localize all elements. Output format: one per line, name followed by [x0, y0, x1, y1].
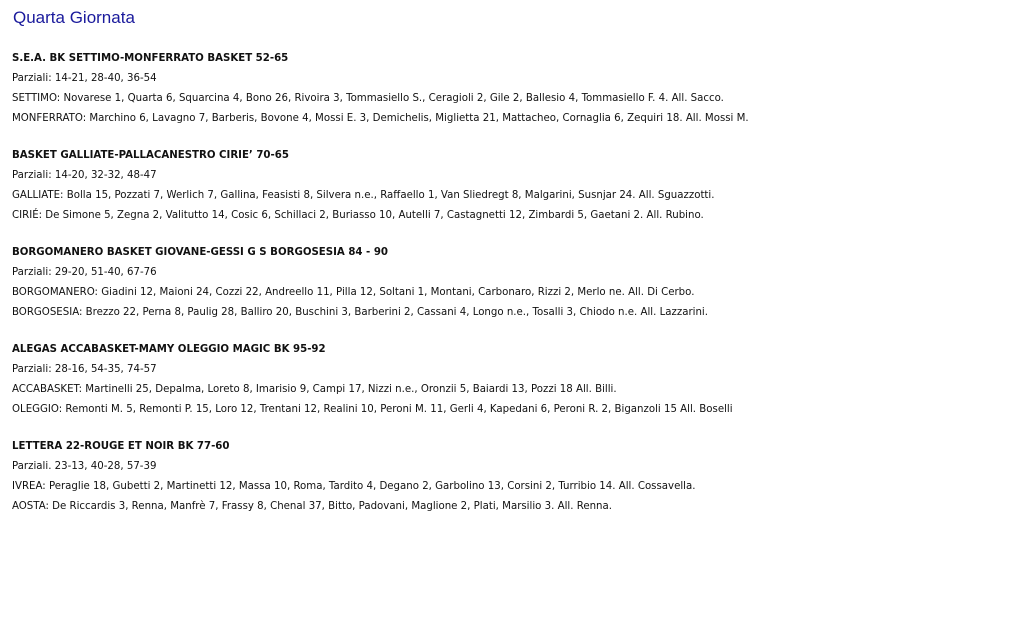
- game-partials: Parziali: 28-16, 54-35, 74-57: [12, 364, 157, 375]
- game-partials: Parziali: 29-20, 51-40, 67-76: [12, 267, 157, 278]
- game-heading: BORGOMANERO BASKET GIOVANE-GESSI G S BORGOSESIA 84 - 90: [12, 247, 389, 258]
- away-team-scorers: CIRIÉ: De Simone 5, Zegna 2, Valitutto 14, Cosic 6, Schillaci 2, Buriasso 10, Autelli 7, Castagnetti 12, Zimbardi 5, Gaetani 2. All. Rubino.: [12, 210, 704, 221]
- game-report: [12, 49, 1002, 129]
- game-report: [12, 340, 1002, 420]
- game-heading: S.E.A. BK SETTIMO-MONFERRATO BASKET 52-65: [12, 53, 289, 64]
- game-partials: Parziali: 14-21, 28-40, 36-54: [12, 73, 157, 84]
- game-report: [12, 243, 1002, 323]
- home-team-scorers: GALLIATE: Bolla 15, Pozzati 7, Werlich 7, Gallina, Feasisti 8, Silvera n.e., Raffaello 1, Van Sliedregt 8, Malgarini, Susnjar 24. All. Sguazzotti.: [12, 190, 715, 201]
- game-partials: Parziali: 14-20, 32-32, 48-47: [12, 170, 157, 181]
- away-team-scorers: AOSTA: De Riccardis 3, Renna, Manfrè 7, Frassy 8, Chenal 37, Bitto, Padovani, Maglione 2, Plati, Marsilio 3. All. Renna.: [12, 501, 612, 512]
- home-team-scorers: SETTIMO: Novarese 1, Quarta 6, Squarcina 4, Bono 26, Rivoira 3, Tommasiello S., Ceragioli 2, Gile 2, Ballesio 4, Tommasiello F. 4. All. Sacco.: [12, 93, 724, 104]
- home-team-scorers: ACCABASKET: Martinelli 25, Depalma, Loreto 8, Imarisio 9, Campi 17, Nizzi n.e., Oronzii 5, Baiardi 13, Pozzi 18 All. Billi.: [12, 384, 617, 395]
- away-team-scorers: OLEGGIO: Remonti M. 5, Remonti P. 15, Loro 12, Trentani 12, Realini 10, Peroni M. 11, Gerli 4, Kapedani 6, Peroni R. 2, Biganzoli 15 All. Boselli: [12, 404, 733, 415]
- game-heading: BASKET GALLIATE-PALLACANESTRO CIRIE’ 70-65: [12, 150, 289, 161]
- games-list: [12, 49, 1002, 534]
- away-team-scorers: BORGOSESIA: Brezzo 22, Perna 8, Paulig 28, Balliro 20, Buschini 3, Barberini 2, Cassani 4, Longo n.e., Tosalli 3, Chiodo n.e. All. Lazzarini.: [12, 307, 708, 318]
- game-heading: ALEGAS ACCABASKET-MAMY OLEGGIO MAGIC BK 95-92: [12, 344, 326, 355]
- home-team-scorers: IVREA: Peraglie 18, Gubetti 2, Martinetti 12, Massa 10, Roma, Tardito 4, Degano 2, Garbolino 13, Corsini 2, Turribio 14. All. Cossavella.: [12, 481, 696, 492]
- game-heading: LETTERA 22-ROUGE ET NOIR BK 77-60: [12, 441, 230, 452]
- page-title: Quarta Giornata: [13, 8, 135, 27]
- away-team-scorers: MONFERRATO: Marchino 6, Lavagno 7, Barberis, Bovone 4, Mossi E. 3, Demichelis, Miglietta 21, Mattacheo, Cornaglia 6, Zequiri 18. All. Mossi M.: [12, 113, 749, 124]
- game-partials: Parziali. 23-13, 40-28, 57-39: [12, 461, 157, 472]
- home-team-scorers: BORGOMANERO: Giadini 12, Maioni 24, Cozzi 22, Andreello 11, Pilla 12, Soltani 1, Montani, Carbonaro, Rizzi 2, Merlo ne. All. Di Cerbo.: [12, 287, 695, 298]
- game-report: [12, 437, 1002, 517]
- game-report: [12, 146, 1002, 226]
